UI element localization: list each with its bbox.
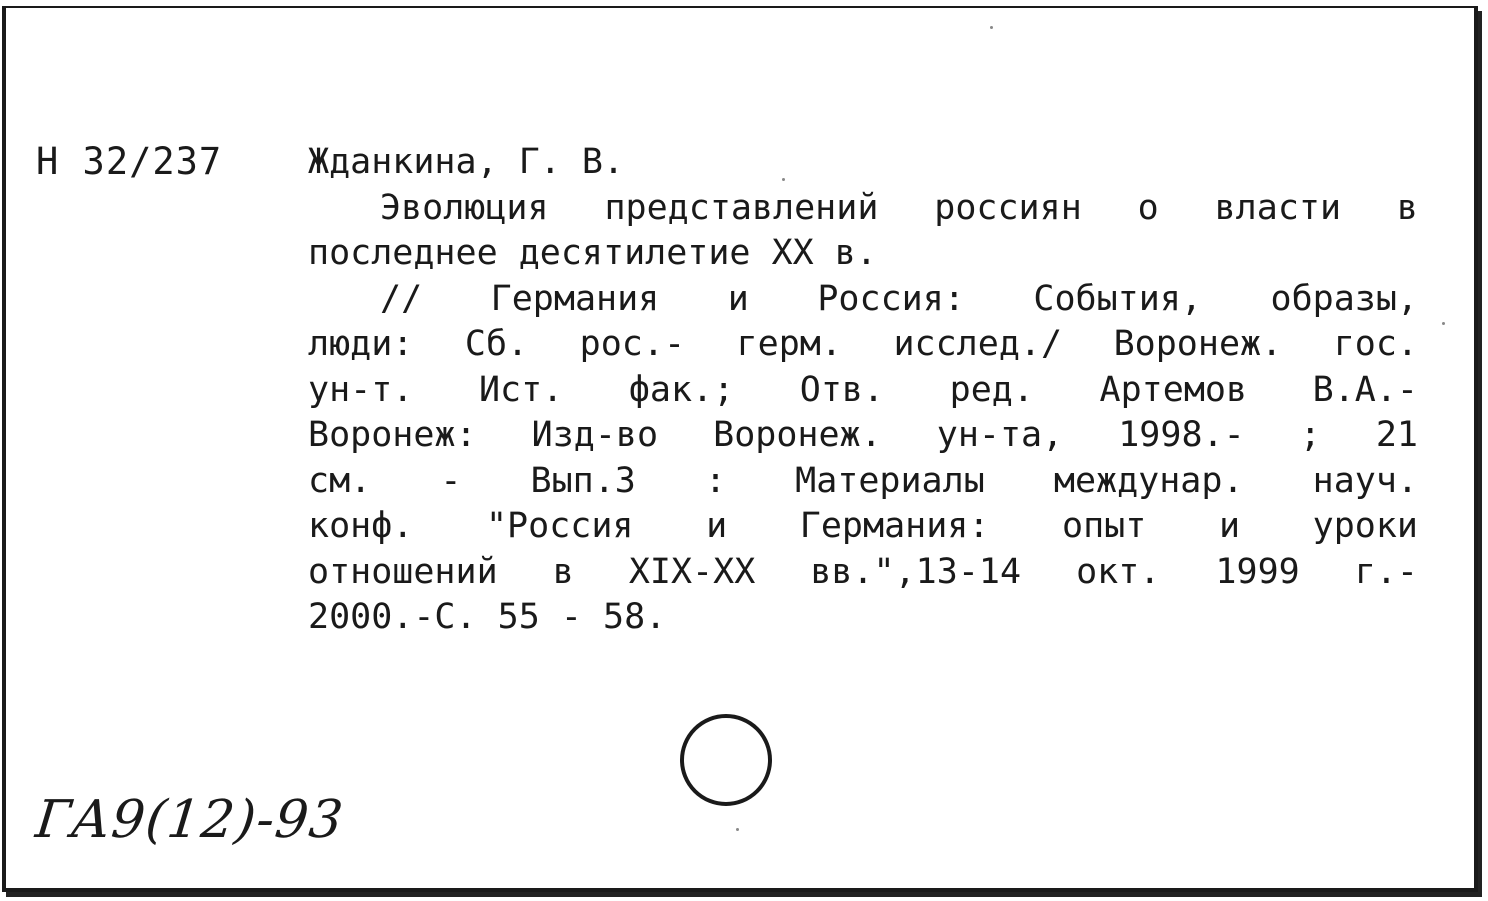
shelf-mark: Н 32/237 xyxy=(36,140,223,183)
author-name: Жданкина, Г. В. xyxy=(308,142,625,182)
title-line-2: последнее десятилетие XX в. xyxy=(308,233,877,273)
source-line-3: ун-т. Ист. фак.; Отв. ред. Артемов В.А.- xyxy=(308,369,1418,410)
pages-line: 2000.-С. 55 - 58. xyxy=(308,597,667,637)
source-line-1: // Германия и Россия: События, образы, xyxy=(380,278,1418,319)
source-line-6: конф. "Россия и Германия: опыт и уроки xyxy=(308,506,1418,546)
scan-speck xyxy=(782,178,785,181)
source-line-7: отношений в XIX-XX вв.",13-14 окт. 1999 г.- xyxy=(308,551,1418,592)
handwritten-classification: ГА9(12)-93 xyxy=(32,790,347,850)
title-line-1: Эволюция представлений россиян о власти в xyxy=(380,187,1418,228)
source-line-5: см. - Вып.3 : Материалы междунар. науч. xyxy=(308,460,1418,501)
bibliographic-entry xyxy=(308,140,1418,641)
source-line-4: Воронеж: Изд-во Воронеж. ун-та, 1998.- ; 21 xyxy=(308,415,1418,455)
card-punch-hole xyxy=(680,714,772,806)
source-line-2: люди: Сб. рос.- герм. исслед./ Воронеж. гос. xyxy=(308,324,1418,364)
scan-speck xyxy=(1442,322,1445,325)
scan-speck xyxy=(990,26,993,29)
scan-speck xyxy=(736,828,739,831)
